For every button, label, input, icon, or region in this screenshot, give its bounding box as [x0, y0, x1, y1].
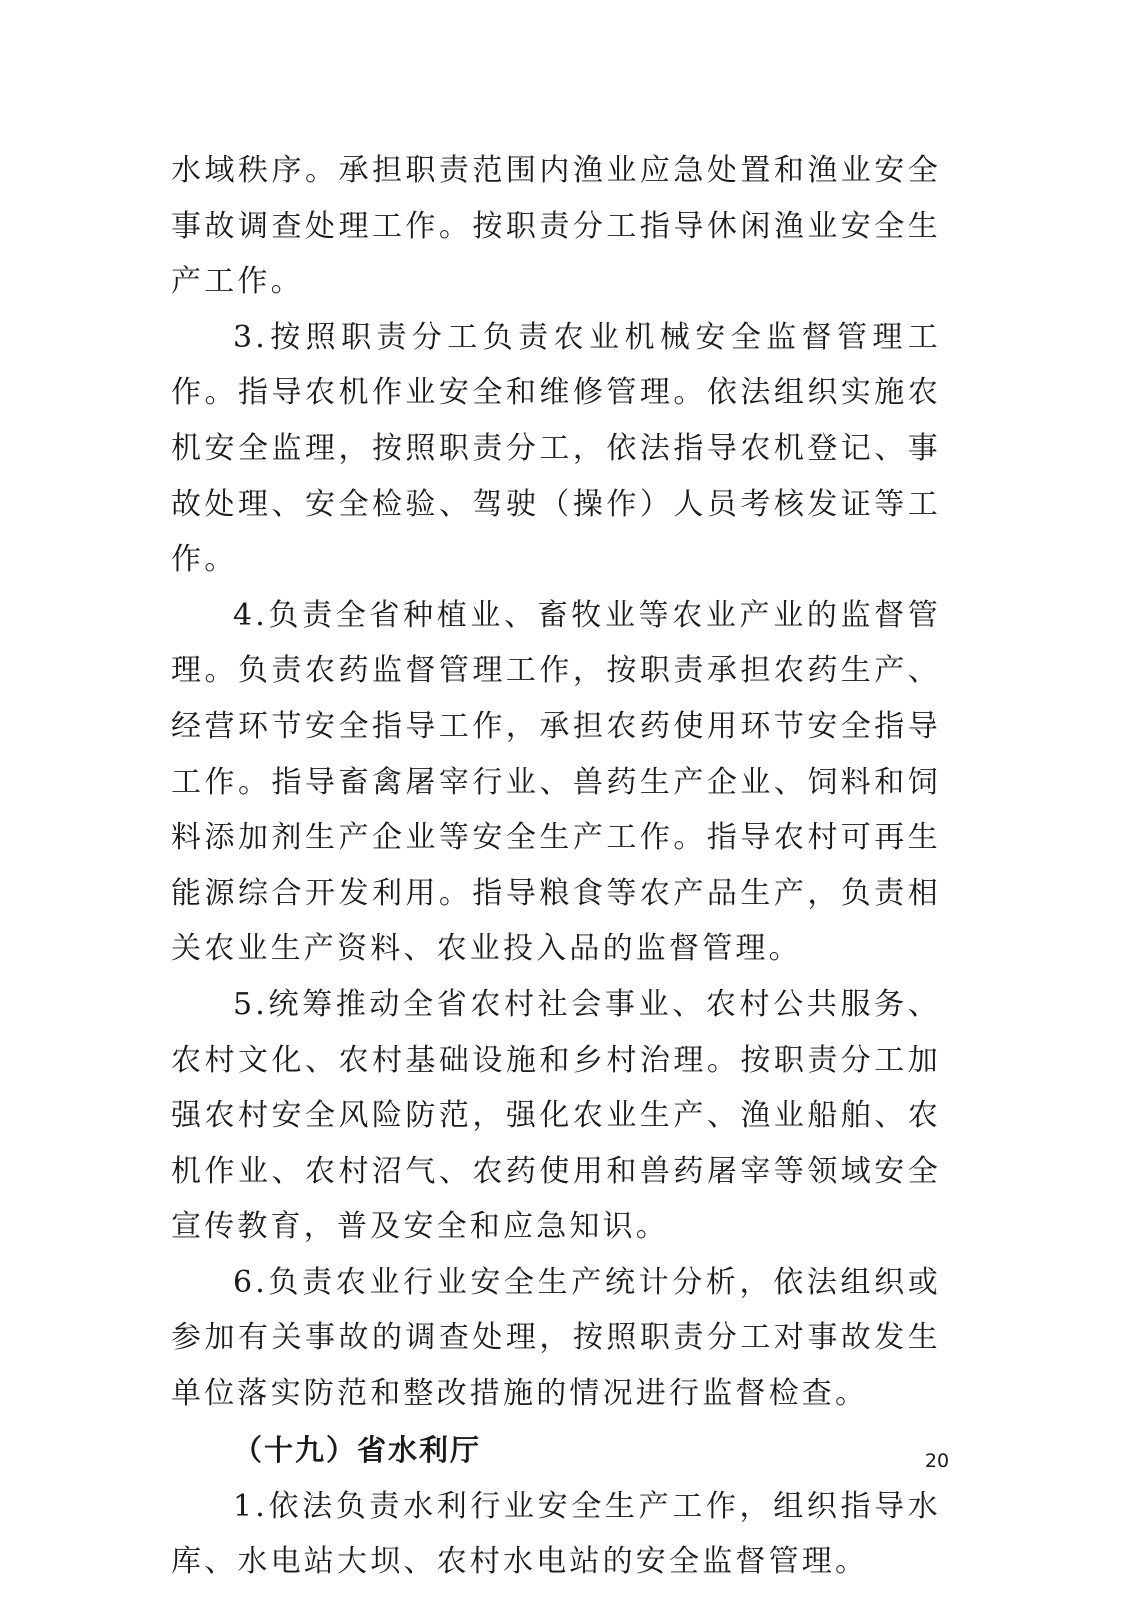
section-heading: （十九）省水利厅 — [233, 1432, 482, 1467]
paragraph-item-3: 3.按照职责分工负责农业机械安全监督管理工作。指导农机作业安全和维修管理。依法组织实施农机安全监理，按照职责分工，依法指导农机登记、事故处理、安全检验、驾驶（操作）人员考核发证等工作。 — [171, 319, 941, 578]
paragraph-item-4: 4.负责全省种植业、畜牧业等农业产业的监督管理。负责农药监督管理工作，按职责承担农药生产、经营环节安全指导工作，承担农药使用环节安全指导工作。指导畜禽屠宰行业、兽药生产企业、饲料和饲料添加剂生产企业等安全生产工作。指导农村可再生能源综合开发利用。指导粮食等农产品生产，负责相关农业生产资料、农业投入品的监督管理。 — [171, 597, 941, 967]
page-number: 20 — [924, 1450, 950, 1472]
section-paragraph-item-1: 1.依法负责水利行业安全生产工作，组织指导水库、水电站大坝、农村水电站的安全监督管理。 — [171, 1488, 941, 1580]
paragraph-continuation: 水域秩序。承担职责范围内渔业应急处置和渔业安全事故调查处理工作。按职责分工指导休闲渔业安全生产工作。 — [171, 153, 941, 300]
paragraph-item-5: 5.统筹推动全省农村社会事业、农村公共服务、农村文化、农村基础设施和乡村治理。按职责分工加强农村安全风险防范，强化农业生产、渔业船舶、农机作业、农村沼气、农药使用和兽药屠宰等领域安全宣传教育，普及安全和应急知识。 — [171, 986, 941, 1245]
document-body — [171, 143, 941, 1590]
paragraph-item-6: 6.负责农业行业安全生产统计分析，依法组织或参加有关事故的调查处理，按照职责分工对事故发生单位落实防范和整改措施的情况进行监督检查。 — [171, 1264, 941, 1412]
